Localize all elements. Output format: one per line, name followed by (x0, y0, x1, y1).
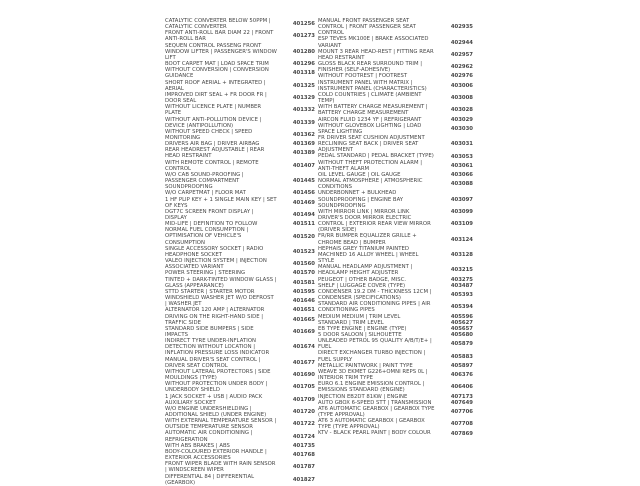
option-row (165, 117, 315, 129)
option-description: 1 HF PLIP KEY + 1 SINGLE MAIN KEY | SET OF KEYS (165, 196, 277, 209)
option-description: IMPROVED DIRT SEAL + FR DOOR FR | DOOR SEAL (165, 91, 267, 105)
option-row (318, 418, 473, 430)
option-description: FR DRIVER SEAT CUSHION ADJUSTMENT RECLINING SEAT BACK | DRIVER SEAT ADJUSTMENT (318, 134, 425, 154)
option-code: 401445 (292, 178, 315, 185)
option-row (165, 326, 315, 338)
option-code: 401560 (292, 261, 315, 268)
option-description: WITHOUT THEFT PROTECTION ALARM | ANTI-THEFT ALARM (318, 159, 423, 172)
option-description: WITHOUT GLOVEBOX LIGHTING | LOAD SPACE LIGHTING (318, 122, 422, 135)
option-code: 403008 (450, 95, 473, 102)
option-code: 407173 (450, 393, 473, 400)
option-description: AUTOMATIC AIR CONDITIONING | REFRIGERATION (165, 430, 253, 443)
option-description: SEQUEN CONTROL PASSENG FRONT WINDOW LIFTER | PASSENGER'S WINDOW LIFT (165, 42, 277, 61)
option-row (165, 369, 315, 381)
option-description: UNLEADED PETROL 95 QUALITY A/B/T/E+ | FUEL (318, 338, 432, 351)
option-description: BOOT CARPET MAT | LOAD SPACE TRIM (165, 61, 269, 68)
option-row (165, 461, 315, 473)
option-row (318, 178, 473, 190)
option-code: 406376 (450, 372, 473, 379)
option-row (318, 264, 473, 276)
option-row (165, 147, 315, 159)
option-code: 405897 (450, 362, 473, 369)
option-code: 405393 (450, 292, 473, 299)
option-code: 403124 (450, 236, 473, 243)
option-row (318, 369, 473, 381)
option-row (165, 67, 315, 79)
option-description: STANDARD SIDE BUMPERS | SIDE IMPACTS (165, 325, 254, 338)
option-code: 403109 (450, 221, 473, 228)
option-row (165, 430, 315, 442)
option-description: METALLIC PAINTWORK | PAINT TYPE (318, 362, 413, 369)
option-row (165, 338, 315, 356)
option-code: 403097 (450, 196, 473, 203)
option-code: 405394 (450, 304, 473, 311)
option-row (165, 295, 315, 307)
option-code: 401369 (292, 141, 315, 148)
option-code: 405883 (450, 353, 473, 360)
option-row (165, 357, 315, 369)
option-description: WINDSHIELD WASHER JET W/O DEFROST | WASHER JET (165, 295, 274, 308)
option-description: VALEO INJECTION SYSTEM | INJECTION ASSOCIATED VARIANT (165, 258, 267, 271)
option-row (165, 18, 315, 30)
option-description: INJECTION EB2DT 81KW | ENGINE (318, 393, 408, 400)
option-code: 405596 (450, 313, 473, 320)
option-code: 401722 (292, 421, 315, 428)
option-description: WEAVE 3D EKMET G226+OMNI REPS 0L | INTERIOR TRIM TYPE (318, 368, 428, 382)
option-description: CATALYTIC CONVERTER BELOW 50PPM | CATALYTIC CONVERTER (165, 18, 271, 31)
option-code: 401768 (292, 452, 315, 459)
option-description: PEDAL STANDARD | PEDAL BRACKET (TYPE) (318, 153, 434, 160)
option-description: ESP TEVES MK100E | BRAKE ASSOCIATED VARIANT (318, 36, 429, 49)
option-code: 401339 (292, 119, 315, 126)
options-list-right (318, 18, 473, 437)
option-row (165, 418, 315, 430)
option-row (318, 406, 473, 418)
option-code: 401651 (292, 307, 315, 314)
option-code: 406406 (450, 384, 473, 391)
option-code: 403028 (450, 107, 473, 114)
option-description: 5 DOOR SALOON | SILHOUETTE (318, 331, 402, 338)
option-row (318, 350, 473, 362)
option-code: 401318 (292, 70, 315, 77)
option-description: WITHOUT PROTECTION UNDER BODY | UNDERBODY SHIELD (165, 381, 268, 394)
option-description: ALTERNATOR 120 AMP | ALTERNATOR (165, 307, 265, 314)
option-row (318, 430, 473, 436)
option-row (165, 129, 315, 141)
option-row (318, 246, 473, 264)
option-code: 401595 (292, 288, 315, 295)
option-description: MANUAL FRONT PASSENGER SEAT CONTROL | FRONT PASSENGER SEAT CONTROL (318, 18, 416, 37)
option-code: 403006 (450, 82, 473, 89)
option-description: MOUNT 3 REAR HEAD-REST | FITTING REAR HEAD RESTRAINT (318, 48, 434, 61)
option-row (318, 160, 473, 172)
option-code: 401456 (292, 190, 315, 197)
option-row (165, 406, 315, 418)
option-description: W/O ENGINE UNDERSHIELDING | ADDITIONAL SHIELD (UNDER ENGINE) (165, 405, 267, 418)
option-code: 401523 (292, 248, 315, 255)
option-description: CONDENSER 19.2 DM - THICKNESS 12CM | CONDENSER (SPECIFICATIONS) (318, 288, 432, 302)
option-code: 403031 (450, 141, 473, 148)
option-description: MANUAL DRIVER'S SEAT CONTROL | DRIVER SEAT CONTROL (165, 356, 261, 369)
option-description: WITHOUT LICENCE PLATE | NUMBER PLATE (165, 104, 262, 117)
option-row (318, 381, 473, 393)
option-description: BODY-COLOURED EXTERIOR HANDLE | EXTERIOR ACCESSORIES (165, 448, 267, 462)
option-row (165, 104, 315, 116)
option-description: TINTED + DARK-TINTED WINDOW GLASS | GLASS (APPEARANCE) (165, 276, 277, 289)
option-code: 403099 (450, 208, 473, 215)
option-description: WITHOUT LATERAL PROTECTORS | SIDE MOULDINGS (TYPE) (165, 368, 271, 382)
option-code: 401646 (292, 298, 315, 305)
option-description: EURO 6.1 ENGINE EMISSION CONTROL | EMISSIONS STANDARD (ENGINE) (318, 381, 425, 394)
option-description: PEUGEOT | OTHER BADGE, MISC. (318, 276, 407, 283)
option-row (318, 61, 473, 73)
option-code: 402957 (450, 51, 473, 58)
option-description: DGT7C SCREEN FRONT DISPLAY | DISPLAY (165, 208, 254, 221)
option-description: WITHOUT CONVERSION | CONVERSION GUIDANCE (165, 67, 269, 80)
option-row (318, 104, 473, 116)
option-row (318, 215, 473, 233)
option-code: 401389 (292, 150, 315, 157)
option-description: W/O CAB SOUND-PROOFING | PASSENGER COMPARTMENT SOUNDPROOFING (165, 171, 244, 191)
option-description: FRONT ANTI-ROLL BAR DIAM 22 | FRONT ANTI-ROLL BAR (165, 30, 274, 43)
option-code: 401677 (292, 359, 315, 366)
option-code: 402976 (450, 73, 473, 80)
option-code: 401520 (292, 233, 315, 240)
option-code: 401256 (292, 21, 315, 28)
option-code: 402944 (450, 39, 473, 46)
option-description: AT6 AUTOMATIC GEARBOX | GEARBOX TYPE (TYPE APPROVAL) (318, 405, 435, 418)
option-row (318, 36, 473, 48)
option-row (318, 338, 473, 350)
option-code: 401724 (292, 433, 315, 440)
option-description: STTD STARTER | STARTER MOTOR (165, 288, 255, 295)
option-row (165, 227, 315, 245)
option-code: 401469 (292, 199, 315, 206)
option-row (318, 190, 473, 208)
option-description: WITHOUT FOOTREST | FOOTREST (318, 73, 408, 80)
option-code: 407869 (450, 430, 473, 437)
option-row (165, 258, 315, 270)
option-code: 402935 (450, 24, 473, 31)
option-description: WITHOUT SPEED CHECK | SPEED MONITORING (165, 128, 253, 141)
option-code: 401407 (292, 162, 315, 169)
options-list-left (165, 18, 315, 486)
option-code: 405657 (450, 325, 473, 332)
option-row (318, 18, 473, 36)
option-description: WITH BATTERY CHARGE MEASUREMENT | BATTERY CHARGE MEASUREMENT (318, 104, 428, 117)
option-row (165, 92, 315, 104)
option-code: 405680 (450, 332, 473, 339)
option-code: 402962 (450, 64, 473, 71)
option-code: 401280 (292, 48, 315, 55)
option-code: 403128 (450, 252, 473, 259)
option-code: 401273 (292, 33, 315, 40)
option-row (165, 80, 315, 92)
option-description: SHORT ROOF AERIAL + INTEGRATED | AERIAL (165, 79, 266, 92)
option-description: MID-LIFE | DEFINITION TO FOLLOW (165, 221, 258, 228)
option-description: AT6 3 AUTOMATIC GEARBOX | GEARBOX TYPE (TYPE APPROVAL) (318, 418, 425, 431)
option-description: SINGLE ACCESSORY SOCKET | RADIO HEADPHONE SOCKET (165, 245, 264, 258)
option-description: WITH MIRROR LINK | MIRROR LINK (318, 208, 410, 215)
option-description: WITH EXTERNAL TEMPERATURE SENSOR | OUTSIDE TEMPERATURE SENSOR (165, 418, 277, 431)
option-description: GLOSS BLACK REAR SURROUND TRIM | FINISHER (SELF-ADHESIVE) (318, 61, 423, 74)
option-row (165, 30, 315, 42)
option-row (318, 289, 473, 301)
option-description: DIRECT EXCHANGER TURBO INJECTION | FUEL SUPPLY (318, 350, 426, 363)
option-code: 401511 (292, 221, 315, 228)
option-description: WITHOUT ANTI-POLLUTION DEVICE | DEVICE (ANTIPOLLUTION) (165, 116, 262, 129)
option-code: 401665 (292, 316, 315, 323)
option-code: 403487 (450, 282, 473, 289)
option-code: 401325 (292, 82, 315, 89)
option-code: 401296 (292, 61, 315, 68)
option-code: 401709 (292, 396, 315, 403)
option-description: AIRCON FLUID 1234 YF | REFRIGERANT (318, 116, 422, 123)
option-row (165, 314, 315, 326)
option-code: 401329 (292, 95, 315, 102)
option-row (318, 80, 473, 92)
option-row (165, 43, 315, 61)
option-row (318, 233, 473, 245)
option-row (165, 209, 315, 221)
option-description: INDIRECT TYRE UNDER-INFLATION DETECTION WITHOUT LOCATION | INFLATION PRESSURE LOSS INDICATOR (165, 338, 270, 357)
option-row (318, 123, 473, 135)
option-description: DRIVER'S DOOR MIRROR ELECTRIC CONTROL | EXTERIOR REAR VIEW MIRROR (DRIVER SIDE) (318, 215, 431, 234)
option-description: FRONT WIPER BLADE WITH RAIN SENSOR | WINDSCREEN WIPER (165, 461, 276, 474)
option-description: STANDARD | TRIM LEVEL (318, 319, 384, 326)
option-row (318, 49, 473, 61)
option-row (165, 160, 315, 172)
option-description: W/O CARPETMAT | FLOOR MAT (165, 190, 246, 197)
option-code: 403029 (450, 116, 473, 123)
option-description: STANDARD AIR CONDITIONING PIPES | AIR CONDITIONING PIPES (318, 301, 431, 314)
option-code: 401332 (292, 107, 315, 114)
option-row (165, 381, 315, 393)
option-row (318, 92, 473, 104)
option-code: 407649 (450, 399, 473, 406)
option-code: 403061 (450, 162, 473, 169)
option-description: DIFFERENTIAL 84 | DIFFERENTIAL (GEARBOX) (165, 473, 255, 486)
option-description: SHELF | LUGGAGE COVER (TYPE) (318, 282, 406, 289)
option-description: NORMAL ATMOSPHERE | ATMOSPHERIC CONDITIONS (318, 178, 423, 191)
option-code: 401669 (292, 328, 315, 335)
option-code: 401705 (292, 384, 315, 391)
option-description: REAR HEADREST ADJUSTABLE | REAR HEAD RESTRAINT (165, 147, 265, 160)
option-code: 403275 (450, 276, 473, 283)
option-description: NORMAL FUEL CONSUMPTION | OPTIMISATION OF VEHICLE'S CONSUMPTION (165, 227, 249, 246)
option-code: 403088 (450, 181, 473, 188)
option-code: 403030 (450, 125, 473, 132)
option-row (318, 135, 473, 153)
option-description: INSTRUMENT PANEL WITH MATRIX | INSTRUMENT PANEL (CHARACTERISTICS) (318, 79, 427, 92)
option-row (165, 172, 315, 190)
option-description: 1 JACK SOCKET + USB | AUDIO PACK AUXILIARY SOCKET (165, 393, 263, 406)
option-code: 403066 (450, 171, 473, 178)
option-code: 401827 (292, 476, 315, 483)
option-description: POWER STEERING | STEERING (165, 270, 246, 277)
option-description: KTV - BLACK PEARL PAINT | BODY COLOUR (318, 430, 431, 437)
option-code: 401494 (292, 212, 315, 218)
option-row (165, 277, 315, 289)
option-code: 407708 (450, 421, 473, 428)
option-code: 401690 (292, 372, 315, 379)
option-code: 407706 (450, 409, 473, 415)
option-code: 405879 (450, 341, 473, 348)
option-code: 401735 (292, 442, 315, 449)
option-code: 403215 (450, 267, 473, 274)
option-description: UNDERBONNET + BULKHEAD SOUNDPROOFING | ENGINE BAY SOUNDPROOFING (318, 190, 404, 209)
option-code: 401570 (292, 270, 315, 277)
option-code: 401362 (292, 131, 315, 138)
option-code: 401787 (292, 464, 315, 471)
option-code: 405627 (450, 319, 473, 326)
option-description: DRIVING ON THE RIGHT-HAND SIDE | TRAFFIC SIDE (165, 313, 264, 326)
option-description: DRIVERS AIR BAG | DRIVER AIRBAG (165, 141, 260, 148)
option-row (165, 394, 315, 406)
option-code: 401674 (292, 344, 315, 351)
option-row (165, 246, 315, 258)
option-description: EB TYPE ENGINE | ENGINE (TYPE) (318, 325, 407, 332)
option-description: AUTO GBOX 6-SPEED STT | TRANSMISSION (318, 399, 432, 406)
option-description: HEPHAIS GREY TITANIUM PAINTED MACHINED 16 ALLOY WHEEL | WHEEL STYLE (318, 245, 419, 265)
option-code: 401581 (292, 279, 315, 286)
option-description: OIL LEVEL GAUGE | OIL GAUGE (318, 171, 401, 178)
option-description: FR/RR BUMPER EQUALIZER GRILLE + CHROME BEAD | BUMPER (318, 233, 417, 246)
option-description: WITH REMOTE CONTROL | REMOTE CONTROL (165, 159, 259, 172)
option-description: COLD COUNTRIES | CLIMATE (AMBIENT TEMP) (318, 91, 422, 105)
option-description: MEDIUM MEDIUM | TRIM LEVEL (318, 313, 401, 320)
option-row (165, 197, 315, 209)
option-code: 403053 (450, 153, 473, 160)
option-row (165, 449, 315, 461)
option-description: MANUAL HEADLAMP ADJUSTMENT | HEADLAMP HEIGHT ADJUSTER (318, 264, 413, 277)
option-row (318, 301, 473, 313)
option-description: WITH ABS BRAKES | ABS (165, 442, 230, 449)
option-code: 401720 (292, 409, 315, 415)
